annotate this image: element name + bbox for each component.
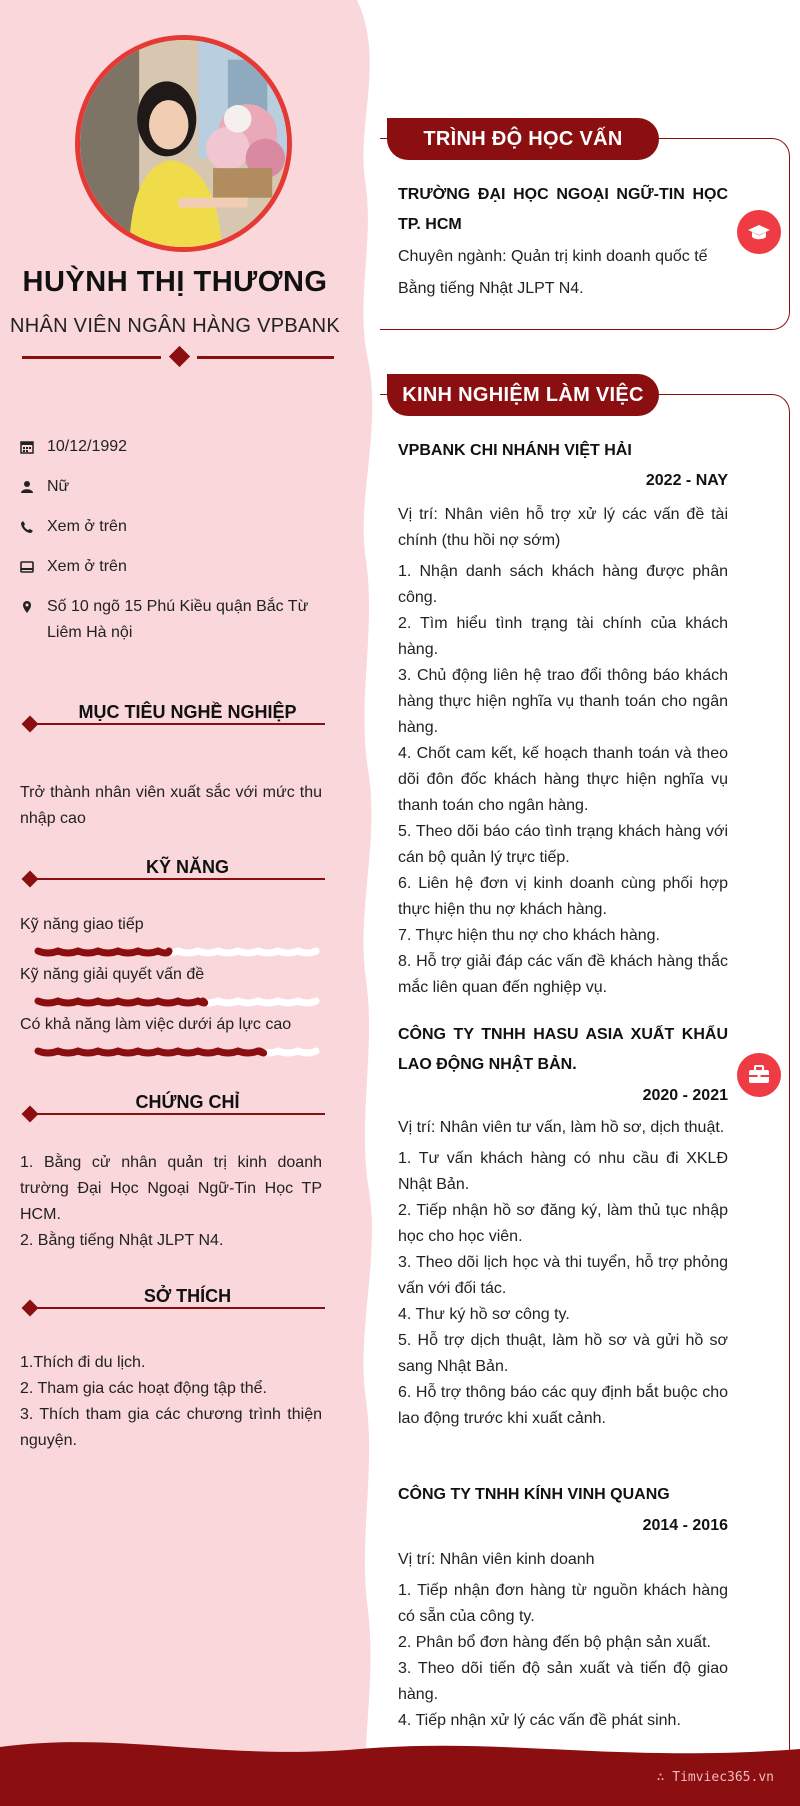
job-tasks [398, 502, 728, 1001]
job-period: 2014 - 2016 [642, 1517, 728, 1534]
job-task: 4. Thư ký hồ sơ công ty. [398, 1306, 570, 1323]
job-task: 4. Chốt cam kết, kế hoạch thanh toán và theo dõi đôn đốc khách hàng thực hiện nghĩa vụ thanh toán cho ngân hàng. [398, 745, 728, 814]
contact-text: Xem ở trên [47, 518, 127, 535]
job-task: 1. Tiếp nhận đơn hàng từ nguồn khách hàng có sẵn của công ty. [398, 1582, 728, 1625]
education-major: Chuyên ngành: Quản trị kinh doanh quốc tế [398, 248, 708, 265]
hobby-item: 2. Tham gia các hoạt động tập thể. [20, 1380, 267, 1397]
candidate-name: HUỲNH THỊ THƯƠNG [22, 266, 328, 298]
job-company: VPBANK CHI NHÁNH VIỆT HẢI [398, 442, 632, 459]
job-position: Vị trí: Nhân viên kinh doanh [398, 1551, 595, 1568]
job-task: 5. Hỗ trợ dịch thuật, làm hồ sơ và gửi hồ sơ sang Nhật Bản. [398, 1332, 728, 1375]
job-task: 2. Tiếp nhận hồ sơ đăng ký, làm thủ tục nhập học cho học viên. [398, 1202, 728, 1245]
job-tasks [398, 1547, 728, 1734]
job-company: CÔNG TY TNHH HASU ASIA XUẤT KHẨU LAO ĐỘNG NHẬT BẢN. [398, 1026, 728, 1073]
job-position: Vị trí: Nhân viên tư vấn, làm hồ sơ, dịch thuật. [398, 1119, 725, 1136]
skill-label: Kỹ năng giao tiếp [20, 916, 144, 933]
job-period: 2020 - 2021 [642, 1087, 728, 1104]
skill-label: Kỹ năng giải quyết vấn đề [20, 966, 205, 983]
contact-text: Số 10 ngõ 15 Phú Kiều quận Bắc Từ Liêm Hà nội [47, 598, 309, 641]
job-task: 7. Thực hiện thu nợ cho khách hàng. [398, 927, 660, 944]
job-task: 8. Hỗ trợ giải đáp các vấn đề khách hàng thắc mắc liên quan đến nghiệp vụ. [398, 953, 728, 996]
candidate-job-title: NHÂN VIÊN NGÂN HÀNG VPBANK [9, 315, 341, 337]
hobby-item: 3. Thích tham gia các chương trình thiện nguyện. [20, 1406, 322, 1449]
job-company: CÔNG TY TNHH KÍNH VINH QUANG [398, 1486, 670, 1503]
job-task: 3. Theo dõi lịch học và thi tuyển, hỗ trợ phỏng vấn với đối tác. [398, 1254, 728, 1297]
job-task: 2. Tìm hiểu tình trạng tài chính của khách hàng. [398, 615, 728, 658]
job-task: 6. Liên hệ đơn vị kinh doanh cùng phối hợp thực hiện thu nợ khách hàng. [398, 875, 728, 918]
job-task: 6. Hỗ trợ thông báo các quy định bắt buộc cho lao động trước khi xuất cảnh. [398, 1384, 728, 1427]
education-heading: TRÌNH ĐỘ HỌC VẤN [387, 118, 659, 160]
job-task: 3. Chủ động liên hệ trao đổi thông báo khách hàng thực hiện nghĩa vụ thanh toán cho ngân hàng. [398, 667, 728, 736]
job-task: 1. Nhận danh sách khách hàng được phân công. [398, 563, 728, 606]
education-school: TRƯỜNG ĐẠI HỌC NGOẠI NGỮ-TIN HỌC TP. HCM [398, 186, 728, 233]
objective-text: Trở thành nhân viên xuất sắc với mức thu nhập cao [20, 784, 322, 827]
section-title: SỞ THÍCH [143, 1286, 232, 1306]
section-title: CHỨNG CHỈ [135, 1092, 240, 1112]
watermark: ∴ Timviec365.vn [656, 1770, 774, 1785]
job-task: 5. Theo dõi báo cáo tình trạng khách hàng với cán bộ quản lý trực tiếp. [398, 823, 728, 866]
hobby-item: 1.Thích đi du lịch. [20, 1354, 146, 1371]
contact-text: 10/12/1992 [47, 438, 128, 455]
certificate-item: 2. Bằng tiếng Nhật JLPT N4. [20, 1232, 224, 1249]
skill-label: Có khả năng làm việc dưới áp lực cao [20, 1016, 292, 1033]
job-task: 2. Phân bổ đơn hàng đến bộ phận sản xuất. [398, 1634, 711, 1651]
job-task: 3. Theo dõi tiến độ sản xuất và tiến độ giao hàng. [398, 1660, 728, 1703]
section-title: KỸ NĂNG [145, 857, 229, 877]
briefcase-icon [747, 1063, 771, 1087]
job-position: Vị trí: Nhân viên hỗ trợ xử lý các vấn đề tài chính (thu hồi nợ sớm) [398, 506, 728, 549]
job-period: 2022 - NAY [645, 472, 728, 489]
contact-text: Xem ở trên [47, 558, 127, 575]
job-tasks [398, 1115, 728, 1432]
education-certificate: Bằng tiếng Nhật JLPT N4. [398, 280, 584, 297]
contact-text: Nữ [47, 478, 70, 495]
experience-icon-circle [737, 1053, 781, 1097]
job-task: 4. Tiếp nhận xử lý các vấn đề phát sinh. [398, 1712, 681, 1729]
experience-heading: KINH NGHIỆM LÀM VIỆC [387, 374, 659, 416]
education-icon-circle [737, 210, 781, 254]
graduation-cap-icon [747, 220, 771, 244]
job-task: 1. Tư vấn khách hàng có nhu cầu đi XKLĐ Nhật Bản. [398, 1150, 728, 1193]
certificate-item: 1. Bằng cử nhân quản trị kinh doanh trường Đại Học Ngoại Ngữ-Tin Học TP HCM. [20, 1154, 322, 1223]
section-title: MỤC TIÊU NGHỀ NGHIỆP [78, 702, 297, 722]
